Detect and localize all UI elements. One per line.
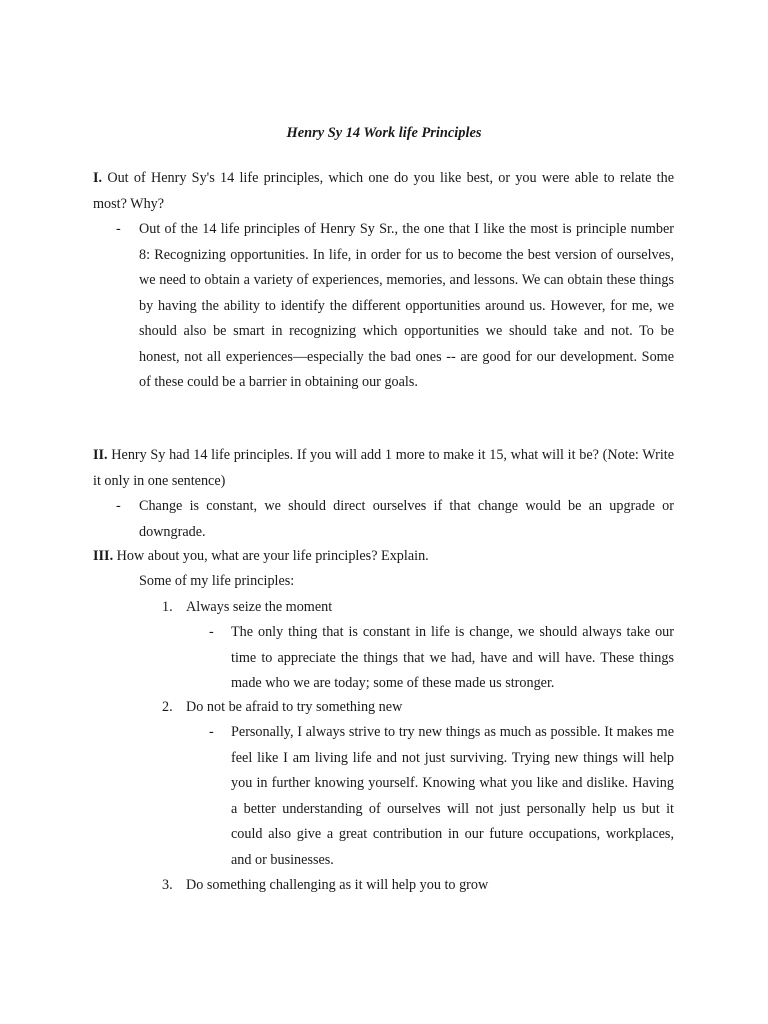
question-2-label: II. [93, 447, 108, 463]
bullet-dash: - [209, 724, 214, 740]
principle-detail: The only thing that is constant in life is change, we should always take our time to appreciate the things that we had, have and will have. These things made who we are today; some of these made us stronger. [231, 624, 674, 691]
bullet-dash: - [209, 624, 214, 640]
question-3 [93, 544, 674, 570]
document-title: Henry Sy 14 Work life Principles [286, 125, 482, 141]
question-1 [93, 166, 674, 217]
bullet-dash: - [116, 498, 121, 514]
question-3-text: How about you, what are your life principles? Explain. [113, 548, 429, 564]
principle-detail: Personally, I always strive to try new things as much as possible. It makes me feel like I am living life and not just surviving. Trying new things will help you in further knowing yourself. Knowing what you like and dislike. Having a better understanding of ourselves will not just personally help us but it could also give a great contribution in our future occupations, workplaces, and or businesses. [231, 724, 674, 868]
answer-1: Out of the 14 life principles of Henry Sy Sr., the one that I like the most is principle number 8: Recognizing opportunities. In life, in order for us to become the best version of ourselves, we need to obtain a variety of experiences, memories, and lessons. We can obtain these things by having the ability to identify the different opportunities around us. However, for me, we should also be smart in recognizing which opportunities we should take and not. To be honest, not all experiences—especially the bad ones -- are good for our development. Some of these could be a barrier in obtaining our goals. [139, 221, 674, 390]
principle-title: Always seize the moment [186, 599, 333, 615]
question-2-text: Henry Sy had 14 life principles. If you will add 1 more to make it 15, what will it be? (Note: Write it only in one sentence) [93, 447, 674, 489]
principle-title: Do something challenging as it will help you to grow [186, 877, 489, 893]
principle-number: 3. [162, 877, 173, 893]
answer-2: Change is constant, we should direct ourselves if that change would be an upgrade or downgrade. [139, 498, 674, 540]
question-1-label: I. [93, 170, 103, 186]
question-3-label: III. [93, 548, 114, 564]
principle-number: 1. [162, 599, 173, 615]
principle-number: 2. [162, 699, 173, 715]
principle-title: Do not be afraid to try something new [186, 699, 403, 715]
principles-intro: Some of my life principles: [139, 573, 295, 589]
question-2 [93, 443, 674, 494]
bullet-dash: - [116, 221, 121, 237]
question-1-text: Out of Henry Sy's 14 life principles, which one do you like best, or you were able to relate the most? Why? [93, 170, 674, 212]
